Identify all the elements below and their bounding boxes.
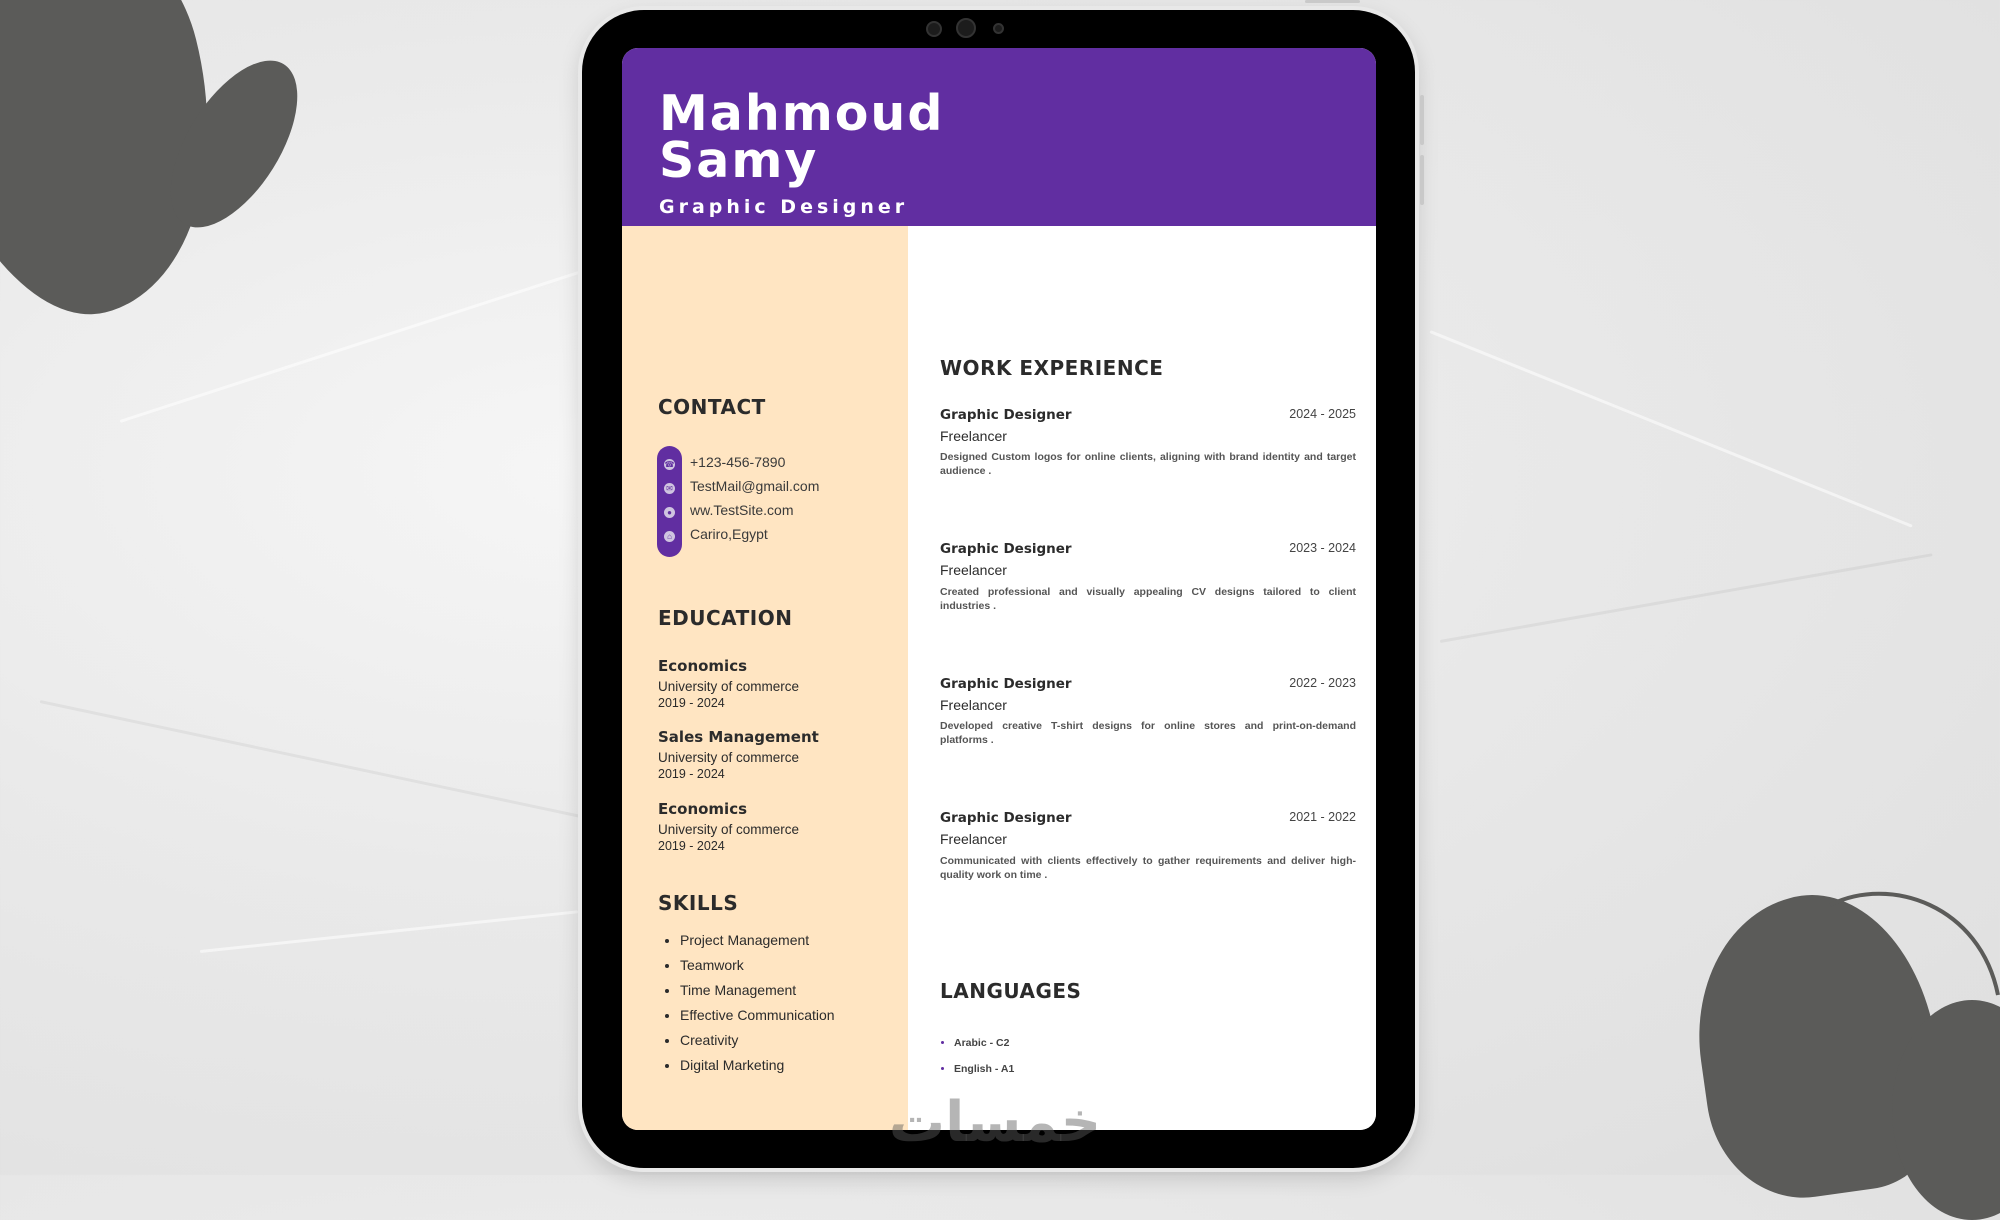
paper-crease (1429, 330, 1912, 528)
education-degree: Economics (658, 657, 748, 675)
home-icon: ⌂ (664, 531, 675, 542)
education-heading: EDUCATION (658, 606, 793, 630)
education-degree: Sales Management (658, 728, 819, 746)
skill-item: • Time Management (680, 978, 835, 1003)
education-years: 2019 - 2024 (658, 767, 725, 781)
globe-icon: ● (664, 507, 675, 518)
job-company: Freelancer (940, 831, 1007, 847)
job-title: Graphic Designer (940, 407, 1072, 423)
last-name: Samy (659, 132, 819, 189)
watermark-logo: خمسات (888, 1090, 1102, 1155)
education-school: University of commerce (658, 822, 800, 837)
contact-heading: CONTACT (658, 395, 766, 419)
education-school: University of commerce (658, 750, 800, 765)
skill-item: • Project Management (680, 928, 835, 953)
languages-heading: LANGUAGES (940, 979, 1082, 1003)
contact-icon-bar (657, 446, 682, 557)
job-company: Freelancer (940, 428, 1007, 444)
job-description: Developed creative T-shirt designs for online stores and print-on-demand platforms . (940, 720, 1356, 746)
job-company: Freelancer (940, 562, 1007, 578)
languages-list (940, 1033, 1014, 1085)
paper-crease (200, 910, 578, 953)
job-years: 2023 - 2024 (1289, 541, 1356, 555)
education-years: 2019 - 2024 (658, 696, 725, 710)
job-years: 2024 - 2025 (1289, 407, 1356, 421)
job-years: 2022 - 2023 (1289, 676, 1356, 690)
skill-item: • Effective Communication (680, 1003, 835, 1028)
job-description: Designed Custom logos for online clients, aligning with brand identity and target audience . (940, 451, 1356, 477)
job-title: Graphic Designer (659, 196, 909, 218)
job-title: Graphic Designer (940, 810, 1072, 826)
education-school: University of commerce (658, 679, 800, 694)
contact-address: Cariro,Egypt (690, 526, 768, 542)
phone-icon: ☎ (664, 460, 675, 469)
job-title: Graphic Designer (940, 541, 1072, 557)
paper-crease (1440, 553, 1933, 643)
language-item: • English - A1 (954, 1059, 1014, 1085)
mail-icon: ✉ (664, 483, 675, 494)
skill-item: • Digital Marketing (680, 1053, 835, 1078)
person-name (659, 85, 945, 189)
job-title: Graphic Designer (940, 676, 1072, 692)
work-experience-heading: WORK EXPERIENCE (940, 356, 1164, 380)
camera-icon (956, 18, 976, 38)
skill-item: • Creativity (680, 1028, 835, 1053)
education-years: 2019 - 2024 (658, 839, 725, 853)
tablet-side-button (1420, 95, 1424, 145)
tablet-side-button (1420, 155, 1424, 205)
first-name: Mahmoud (659, 85, 945, 142)
tablet-top-button (1305, 0, 1360, 3)
sensor-icon (926, 21, 942, 37)
education-degree: Economics (658, 800, 748, 818)
job-description: Communicated with clients effectively to gather requirements and deliver high-quality work on time . (940, 855, 1356, 881)
paper-crease (120, 259, 615, 423)
skill-item: • Teamwork (680, 953, 835, 978)
skills-list (658, 928, 835, 1078)
resume-header (622, 48, 1376, 226)
decorative-outline-curve (1820, 885, 2000, 1085)
contact-website[interactable]: ww.TestSite.com (690, 502, 794, 518)
sensor-icon (993, 23, 1004, 34)
contact-email[interactable]: TestMail@gmail.com (690, 478, 820, 494)
skills-heading: SKILLS (658, 891, 739, 915)
job-description: Created professional and visually appealing CV designs tailored to client industries . (940, 586, 1356, 612)
job-years: 2021 - 2022 (1289, 810, 1356, 824)
language-item: • Arabic - C2 (954, 1033, 1014, 1059)
contact-phone[interactable]: +123-456-7890 (690, 454, 786, 470)
paper-crease (40, 700, 588, 819)
job-company: Freelancer (940, 697, 1007, 713)
resume-document (622, 48, 1376, 1130)
